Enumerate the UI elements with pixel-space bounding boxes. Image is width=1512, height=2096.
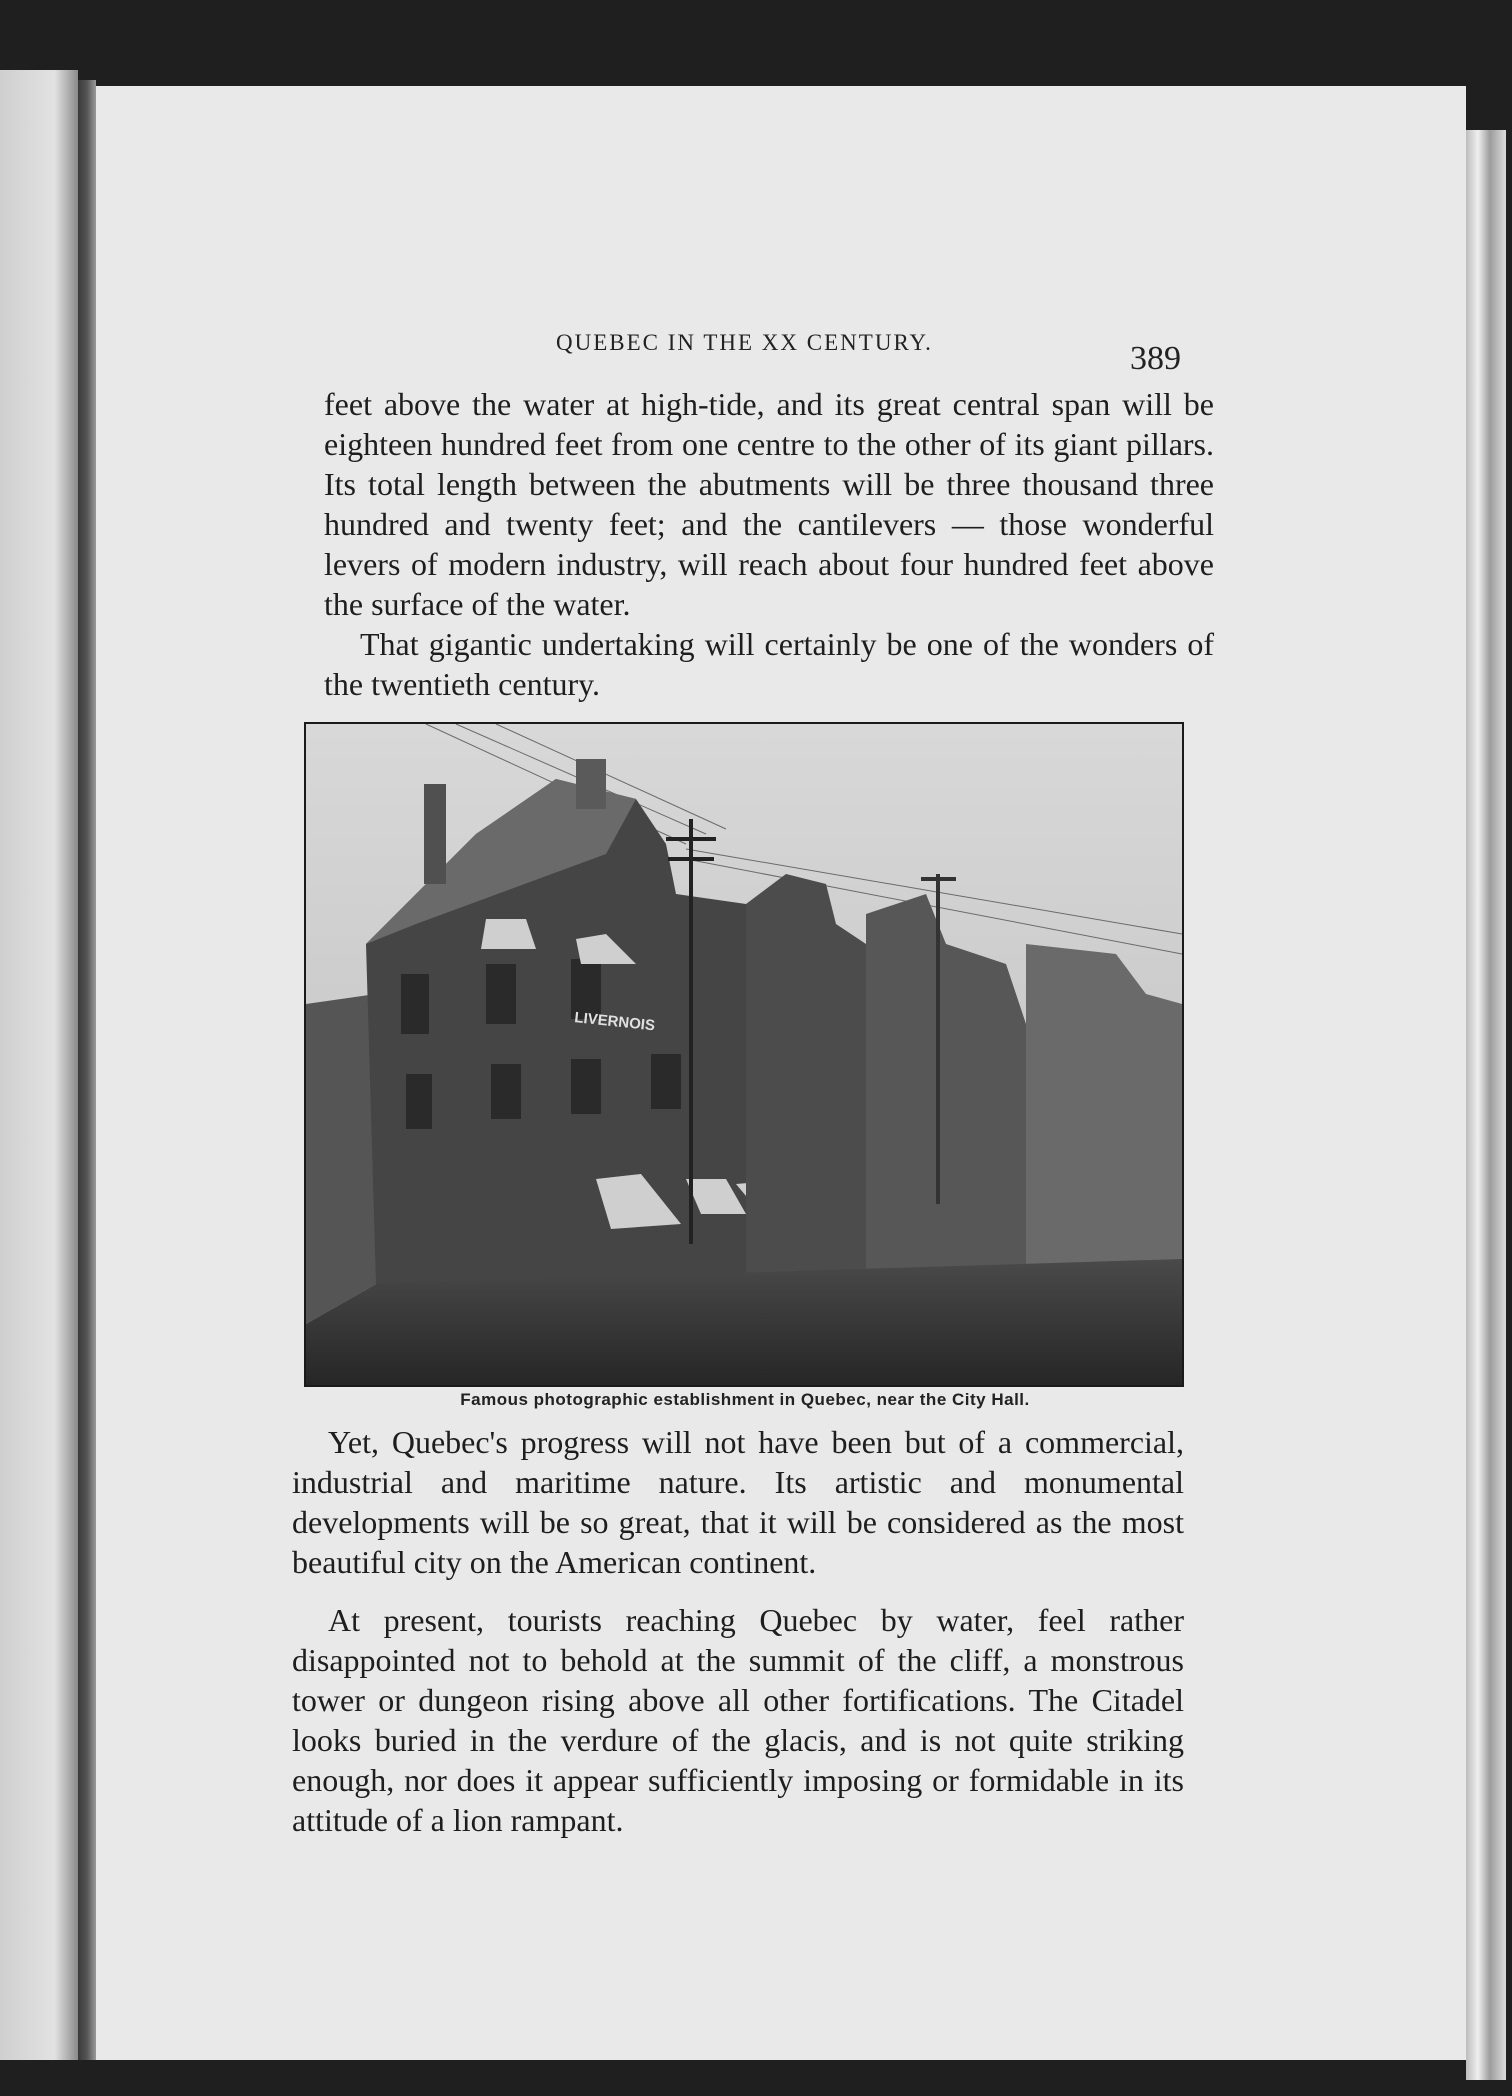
top-text-block	[324, 384, 1214, 704]
figure-caption: Famous photographic establishment in Quebec, near the City Hall.	[460, 1390, 1030, 1409]
page-number: 389	[1130, 340, 1181, 377]
facing-page-edge	[0, 70, 78, 2060]
adjacent-building	[746, 874, 866, 1284]
running-head: QUEBEC IN THE XX CENTURY.	[556, 330, 933, 355]
bottom-text-block	[292, 1422, 1184, 1840]
paragraph: Yet, Quebec's progress will not have been but of a commercial, industrial and maritime nature. Its artistic and monumental developments will be so great, that it will be considered as the most beautiful city on the American continent.	[292, 1424, 1184, 1580]
book-gutter	[78, 80, 96, 2060]
storefront-sign: LIVERNOIS	[573, 1009, 656, 1035]
page-stack-edge	[1466, 130, 1506, 2080]
building-photograph	[304, 722, 1184, 1387]
photograph-illustration	[306, 724, 1182, 1385]
chimney	[576, 759, 606, 809]
paragraph: feet above the water at high-tide, and its great central span will be eighteen hundred feet from one centre to the other of its giant pillars. Its total length between the abutments will be three thousand three hundred and twenty feet; and the cantilevers — those wonderful levers of modern industry, will reach about four hundred feet above the surface of the water.	[324, 386, 1214, 622]
left-building	[306, 994, 376, 1324]
paragraph: At present, tourists reaching Quebec by water, feel rather disappointed not to behold at the summit of the cliff, a monstrous tower or dungeon rising above all other fortifications. The Citadel looks buried in the verdure of the glacis, and is not quite striking enough, nor does it appear sufficiently imposing or formidable in its attitude of a lion rampant.	[292, 1602, 1184, 1838]
paragraph: That gigantic undertaking will certainly be one of the wonders of the twentieth century.	[324, 626, 1214, 702]
chimney	[424, 784, 446, 884]
